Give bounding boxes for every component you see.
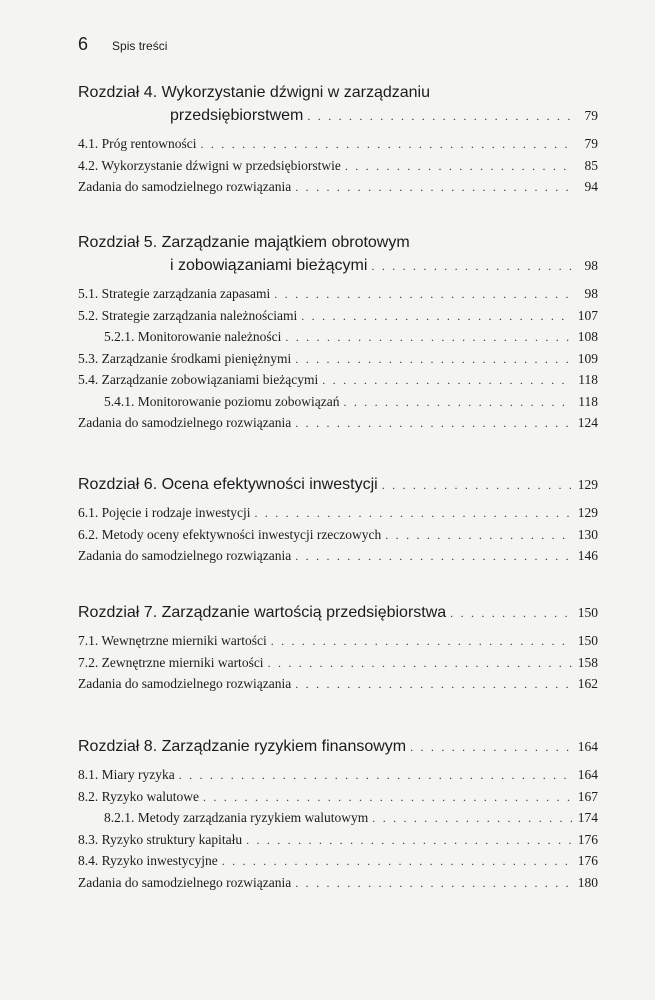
toc-entry[interactable] [78, 286, 598, 308]
toc-entry-page: 176 [577, 853, 598, 868]
chapter-title-line: Rozdział 6. Ocena efektywności inwestycji [78, 476, 378, 493]
dot-leader [345, 159, 572, 174]
toc-entry-label: 7.1. Wewnętrzne mierniki wartości [78, 633, 267, 648]
toc-entry-page: 180 [577, 874, 598, 890]
toc-entry-label: 5.4.1. Monitorowanie poziomu zobowiązań [104, 393, 340, 409]
toc-entry-page: 79 [584, 136, 598, 151]
dot-leader [295, 180, 572, 195]
chapter-6 [78, 476, 598, 570]
chapter-title-line: Rozdział 5. Zarządzanie majątkiem obrotowym [78, 234, 410, 251]
chapter-heading[interactable] [78, 738, 598, 761]
toc-subentry[interactable] [78, 810, 598, 832]
dot-leader [203, 790, 572, 805]
toc-entry-label: 5.4. Zarządzanie zobowiązaniami bieżącymi [78, 372, 319, 387]
chapter-heading[interactable] [78, 604, 598, 627]
chapter-page: 150 [577, 605, 598, 620]
toc-entry[interactable] [78, 655, 598, 677]
toc-entry[interactable] [78, 676, 598, 698]
toc-entry-page: 164 [577, 767, 598, 782]
toc-entry[interactable] [78, 853, 598, 875]
chapter-heading[interactable] [78, 234, 598, 280]
toc-entry[interactable] [78, 875, 598, 897]
chapter-heading[interactable] [78, 476, 598, 499]
page-header [78, 34, 167, 55]
toc-entry-page: 158 [577, 654, 598, 670]
toc-entry[interactable] [78, 308, 598, 330]
toc-entry-page: 94 [584, 179, 598, 194]
toc-entry-page: 176 [577, 831, 598, 847]
dot-leader [307, 109, 572, 124]
chapter-page: 164 [577, 739, 598, 754]
dot-leader [254, 506, 572, 521]
toc-entry-page: 162 [577, 676, 598, 691]
toc-entry[interactable] [78, 767, 598, 789]
toc-entry-page: 98 [584, 286, 598, 301]
toc-entry[interactable] [78, 351, 598, 373]
toc-entry-page: 146 [577, 548, 598, 563]
dot-leader [301, 309, 572, 324]
toc-entry[interactable] [78, 789, 598, 811]
dot-leader [274, 287, 572, 302]
dot-leader [222, 854, 572, 869]
toc-entry[interactable] [78, 505, 598, 527]
chapter-8 [78, 738, 598, 896]
dot-leader [385, 528, 572, 543]
dot-leader [322, 373, 572, 388]
toc-entry-label: 7.2. Zewnętrzne mierniki wartości [78, 654, 264, 670]
page-number: 6 [78, 34, 89, 54]
toc-entry-label: 8.4. Ryzyko inwestycyjne [78, 853, 218, 868]
dot-leader [271, 634, 572, 649]
toc-entry-page: 150 [577, 633, 598, 648]
dot-leader [371, 259, 572, 274]
chapter-title-line: i zobowiązaniami bieżącymi [170, 257, 368, 274]
chapter-title-line: Rozdział 8. Zarządzanie ryzykiem finansowym [78, 738, 407, 755]
toc-entry-page: 118 [578, 393, 598, 409]
chapter-heading[interactable] [78, 84, 598, 130]
toc-entry-page: 130 [577, 526, 598, 542]
toc-entry-label: 8.1. Miary ryzyka [78, 767, 175, 782]
toc-entry-label: 5.1. Strategie zarządzania zapasami [78, 286, 271, 301]
toc-entry-label: 6.2. Metody oceny efektywności inwestycji rzeczowych [78, 526, 382, 542]
toc-entry-page: 124 [577, 415, 598, 430]
dot-leader [343, 395, 572, 410]
dot-leader [268, 656, 572, 671]
toc-entry[interactable] [78, 633, 598, 655]
dot-leader [295, 549, 572, 564]
dot-leader [295, 416, 572, 431]
toc-entry-page: 129 [577, 505, 598, 520]
toc-entry-label: 5.3. Zarządzanie środkami pieniężnymi [78, 350, 292, 366]
toc-entry-label: Zadania do samodzielnego rozwiązania [78, 676, 292, 691]
toc-entry-page: 107 [577, 307, 598, 323]
dot-leader [372, 811, 572, 826]
toc-entry[interactable] [78, 832, 598, 854]
toc-entry-label: Zadania do samodzielnego rozwiązania [78, 415, 292, 430]
toc-subentry[interactable] [78, 394, 598, 416]
toc-entry[interactable] [78, 372, 598, 394]
toc-entry-page: 118 [578, 372, 598, 387]
dot-leader [382, 478, 572, 493]
dot-leader [295, 677, 572, 692]
dot-leader [285, 330, 572, 345]
toc-entry-page: 85 [584, 157, 598, 173]
toc-subentry[interactable] [78, 329, 598, 351]
dot-leader [246, 833, 572, 848]
running-title: Spis treści [112, 39, 168, 53]
chapter-title-line: przedsiębiorstwem [170, 107, 304, 124]
toc-entry-page: 109 [577, 350, 598, 366]
chapter-5 [78, 234, 598, 437]
chapter-page: 98 [584, 258, 598, 273]
chapter-title-line: Rozdział 7. Zarządzanie wartością przedsiębiorstwa [78, 604, 447, 621]
toc-entry-label: 5.2. Strategie zarządzania należnościami [78, 307, 298, 323]
toc-entry-page: 108 [577, 329, 598, 344]
dot-leader [179, 768, 572, 783]
toc-entry-label: Zadania do samodzielnego rozwiązania [78, 179, 292, 194]
toc-entry-page: 167 [577, 788, 598, 804]
toc-entry[interactable] [78, 136, 598, 158]
chapter-4 [78, 84, 598, 201]
chapter-title-line: Rozdział 4. Wykorzystanie dźwigni w zarządzaniu [78, 84, 430, 101]
toc-entry-label: 8.2.1. Metody zarządzania ryzykiem walutowym [104, 810, 369, 825]
toc-entry-label: Zadania do samodzielnego rozwiązania [78, 548, 292, 563]
toc-entry[interactable] [78, 548, 598, 570]
toc-entry[interactable] [78, 158, 598, 180]
chapter-page: 79 [584, 108, 598, 123]
toc-entry-label: 5.2.1. Monitorowanie należności [104, 329, 282, 344]
dot-leader [295, 352, 572, 367]
toc-entry-label: 8.2. Ryzyko walutowe [78, 788, 199, 804]
toc-entry[interactable] [78, 179, 598, 201]
toc-entry-label: 4.2. Wykorzystanie dźwigni w przedsiębiorstwie [78, 157, 341, 173]
toc-entry-label: 4.1. Próg rentowności [78, 136, 197, 151]
toc-entry-label: Zadania do samodzielnego rozwiązania [78, 874, 292, 890]
toc-entry[interactable] [78, 415, 598, 437]
toc-entry-label: 8.3. Ryzyko struktury kapitału [78, 831, 243, 847]
dot-leader [295, 876, 572, 891]
dot-leader [450, 606, 572, 621]
dot-leader [410, 740, 572, 755]
toc-entry-page: 174 [577, 810, 598, 825]
chapter-7 [78, 604, 598, 698]
dot-leader [201, 137, 573, 152]
toc-entry-label: 6.1. Pojęcie i rodzaje inwestycji [78, 505, 251, 520]
toc-entry[interactable] [78, 527, 598, 549]
chapter-page: 129 [577, 477, 598, 492]
